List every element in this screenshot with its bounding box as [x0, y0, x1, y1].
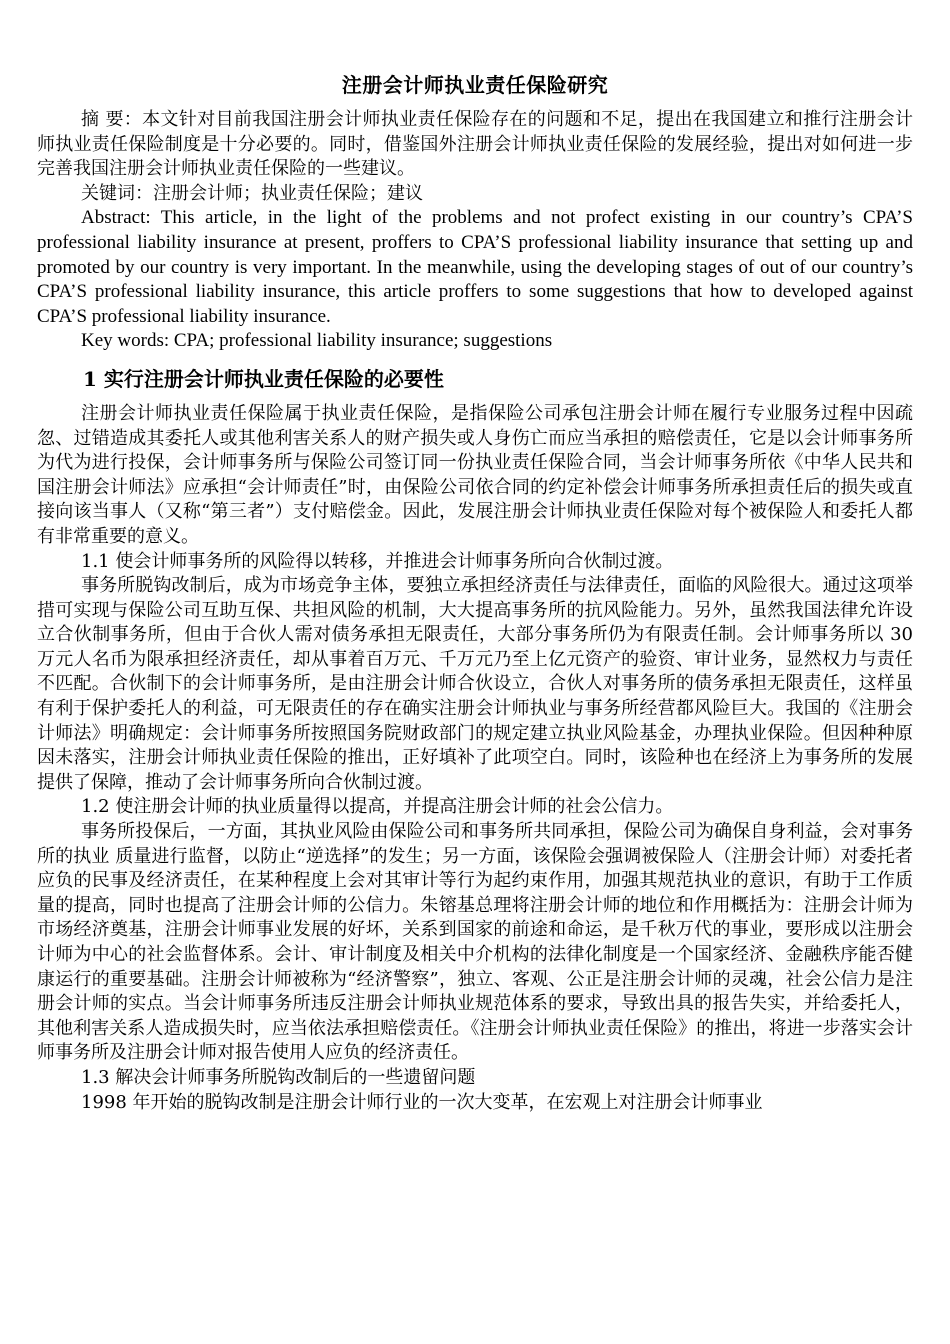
section-1-heading: 1 实行注册会计师执业责任保险的必要性 — [83, 366, 444, 391]
abstract-en: Abstract: This article, in the light of the problems and not profect existing in our country’s CPA’S professional liability insurance at present, proffers to CPA’S professional liability insurance that setting up and promoted by our country is very important. In the meanwhile, using the developing stages of out of our country’s CPA’S professional liability insurance, this article proffers to some suggestions that how to developed against CPA’S professional liability insurance. — [37, 207, 913, 327]
section-1-1-heading: 1.1 使会计师事务所的风险得以转移，并推进会计师事务所向合伙制过渡。 — [81, 550, 674, 572]
section-1-3-heading: 1.3 解决会计师事务所脱钩改制后的一些遗留问题 — [81, 1066, 476, 1088]
section-1-intro: 注册会计师执业责任保险属于执业责任保险，是指保险公司承包注册会计师在履行专业服务过程中因疏忽、过错造成其委托人或其他利害关系人的财产损失或人身伤亡而应当承担的赔偿责任，它是以会计师事务所为代为进行投保，会计师事务所与保险公司签订同一份执业责任保险合同，当会计师事务所依《中华人民共和国注册会计师法》应承担“会计师责任”时，由保险公司依合同的约定补偿会计师事务所承担责任后的损失或直接向该当事人（又称“第三者”）支付赔偿金。因此，发展注册会计师执业责任保险对每个被保险人和委托人都有非常重要的意义。 — [37, 402, 913, 547]
section-1-2-body: 事务所投保后，一方面，其执业风险由保险公司和事务所共同承担，保险公司为确保自身利益，会对事务所的执业 质量进行监督，以防止“逆选择”的发生；另一方面，该保险会强调被保险人（注册会计师）对委托者应负的民事及经济责任，在某种程度上会对其审计等行为起约束作用，加强其规范执业的意识，有助于工作质量的提高，同时也提高了注册会计师的公信力。朱镕基总理将注册会计师的地位和作用概括为：注册会计师为市场经济奠基，注册会计师事业发展的好坏，关系到国家的前途和命运，是千秋万代的事业，要形成以注册会计师为中心的社会监督体系。会计、审计制度及相关中介机构的法律化制度是一个国家经济、金融秩序能否健康运行的重要基础。注册会计师被称为“经济警察”，独立、客观、公正是注册会计师的灵魂，社会公信力是注册会计师的实点。当会计师事务所违反注册会计师执业规范体系的要求，导致出具的报告失实，并给委托人，其他利害关系人造成损失时，应当依法承担赔偿责任。《注册会计师执业责任保险》的推出，将进一步落实会计师事务所及注册会计师对报告使用人应负的经济责任。 — [37, 821, 913, 1064]
keywords-en: Key words: CPA; professional liability insurance; suggestions — [81, 330, 553, 352]
keywords-cn: 关键词：注册会计师；执业责任保险；建议 — [81, 182, 423, 204]
section-1-1-body: 事务所脱钩改制后，成为市场竞争主体，要独立承担经济责任与法律责任，面临的风险很大。通过这项举措可实现与保险公司互助互保、共担风险的机制，大大提高事务所的抗风险能力。另外，虽然我国法律允许设立合伙制事务所，但由于合伙人需对债务承担无限责任，大部分事务所仍为有限责任制。会计师事务所以 30 万元人名币为限承担经济责任，却从事着百万元、千万元乃至上亿元资产的验资、审计业务，显然权力与责任不匹配。合伙制下的会计师事务所，是由注册会计师合伙设立，合伙人对事务所的债务承担无限责任，这样虽有利于保护委托人的利益，可无限责任的存在确实注册会计师执业与事务所经营都风险巨大。我国的《注册会计师法》明确规定：会计师事务所按照国务院财政部门的规定建立执业风险基金，办理执业保险。但因种种原因未落实，注册会计师执业责任保险的推出，正好填补了此项空白。同时，该险种也在经济上为事务所的发展提供了保障，推动了会计师事务所向合伙制过渡。 — [37, 575, 913, 793]
abstract-cn: 摘 要：本文针对目前我国注册会计师执业责任保险存在的问题和不足，提出在我国建立和推行注册会计师执业责任保险制度是十分必要的。同时，借鉴国外注册会计师执业责任保险的发展经验，提出对如何进一步完善我国注册会计师执业责任保险的一些建议。 — [37, 109, 913, 180]
section-1-2-heading: 1.2 使注册会计师的执业质量得以提高，并提高注册会计师的社会公信力。 — [81, 796, 674, 818]
section-1-3-body: 1998 年开始的脱钩改制是注册会计师行业的一次大变革，在宏观上对注册会计师事业 — [81, 1091, 763, 1113]
document-title: 注册会计师执业责任保险研究 — [341, 73, 609, 97]
document-page — [37, 64, 913, 1115]
